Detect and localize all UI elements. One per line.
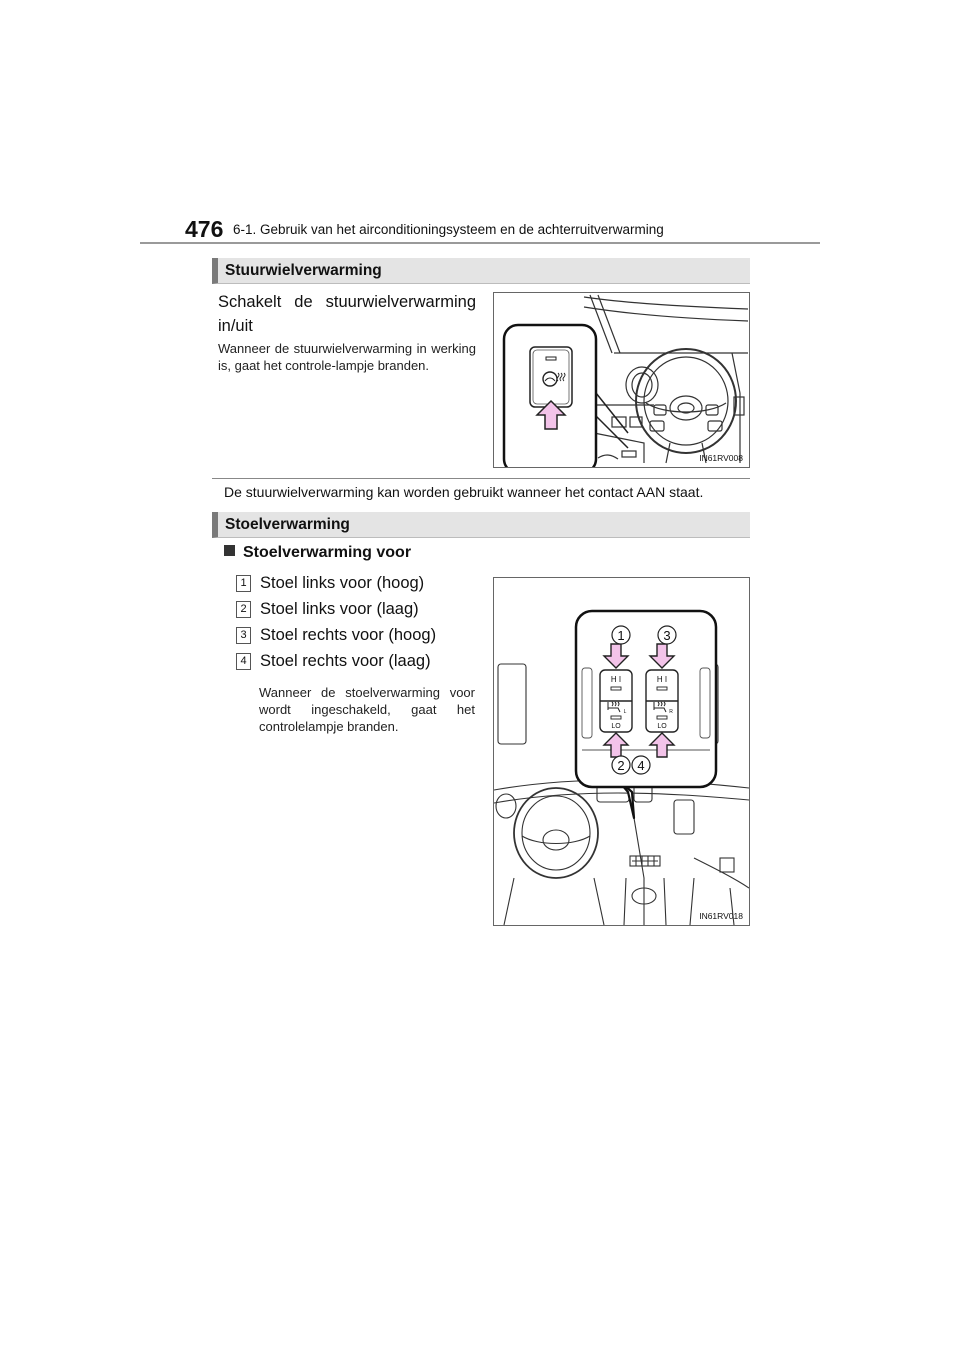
section-divider — [212, 478, 750, 479]
instruction-text: Schakelt de stuurwielverwarming in/uit — [218, 293, 476, 335]
note-text: Wanneer de stuurwielverwarming in werking is, gaat het controle-lampje branden. — [218, 341, 476, 373]
list-item — [236, 626, 436, 645]
item-label: Stoel links voor (laag) — [260, 600, 419, 618]
switch-label-lo-right: LO — [657, 723, 667, 730]
switch-label-left: L — [623, 709, 627, 715]
subsection-title-text: Stoelverwarming voor — [243, 544, 412, 561]
figure-seat-heater — [493, 577, 750, 926]
header-divider — [140, 242, 820, 244]
figure-code: IN61RV018 — [699, 911, 743, 921]
seat-heater-illustration — [494, 578, 749, 925]
section-title: Stoelverwarming — [225, 516, 350, 533]
switch-label-right: R — [669, 709, 673, 715]
steering-heater-illustration — [494, 293, 749, 467]
list-item — [236, 574, 424, 593]
list-item — [236, 600, 419, 619]
switch-label-hi-right: H I — [656, 675, 668, 684]
subsection-title — [224, 544, 411, 562]
figure-code: IN61RV008 — [699, 453, 743, 463]
bullet-square-icon — [224, 545, 235, 556]
page-number: 476 — [185, 216, 224, 242]
callout-3: 3 — [663, 628, 671, 643]
figure-steering-heater — [493, 292, 750, 468]
item-number: 3 — [236, 627, 251, 644]
item-label: Stoel rechts voor (laag) — [260, 652, 431, 670]
item-number: 1 — [236, 575, 251, 592]
section-heading-seat-heater — [212, 512, 750, 538]
item-number: 2 — [236, 601, 251, 618]
item-number: 4 — [236, 653, 251, 670]
callout-1: 1 — [617, 628, 625, 643]
item-label: Stoel links voor (hoog) — [260, 574, 425, 592]
callout-2: 2 — [617, 758, 625, 773]
item-label: Stoel rechts voor (hoog) — [260, 626, 437, 644]
switch-label-hi-left: H I — [610, 675, 622, 684]
section-title: Stuurwielverwarming — [225, 262, 382, 279]
section-heading-steering-heater — [212, 258, 750, 284]
list-item — [236, 652, 431, 671]
chapter-title: 6-1. Gebruik van het airconditioningsysteem en de achterruitverwarming — [233, 222, 664, 237]
switch-label-lo-left: LO — [611, 723, 621, 730]
note-text: Wanneer de stoelverwarming voor wordt ingeschakeld, gaat het controlelampje branden. — [259, 685, 475, 734]
callout-4: 4 — [637, 758, 645, 773]
footnote-text: De stuurwielverwarming kan worden gebruikt wanneer het contact AAN staat. — [224, 484, 704, 500]
